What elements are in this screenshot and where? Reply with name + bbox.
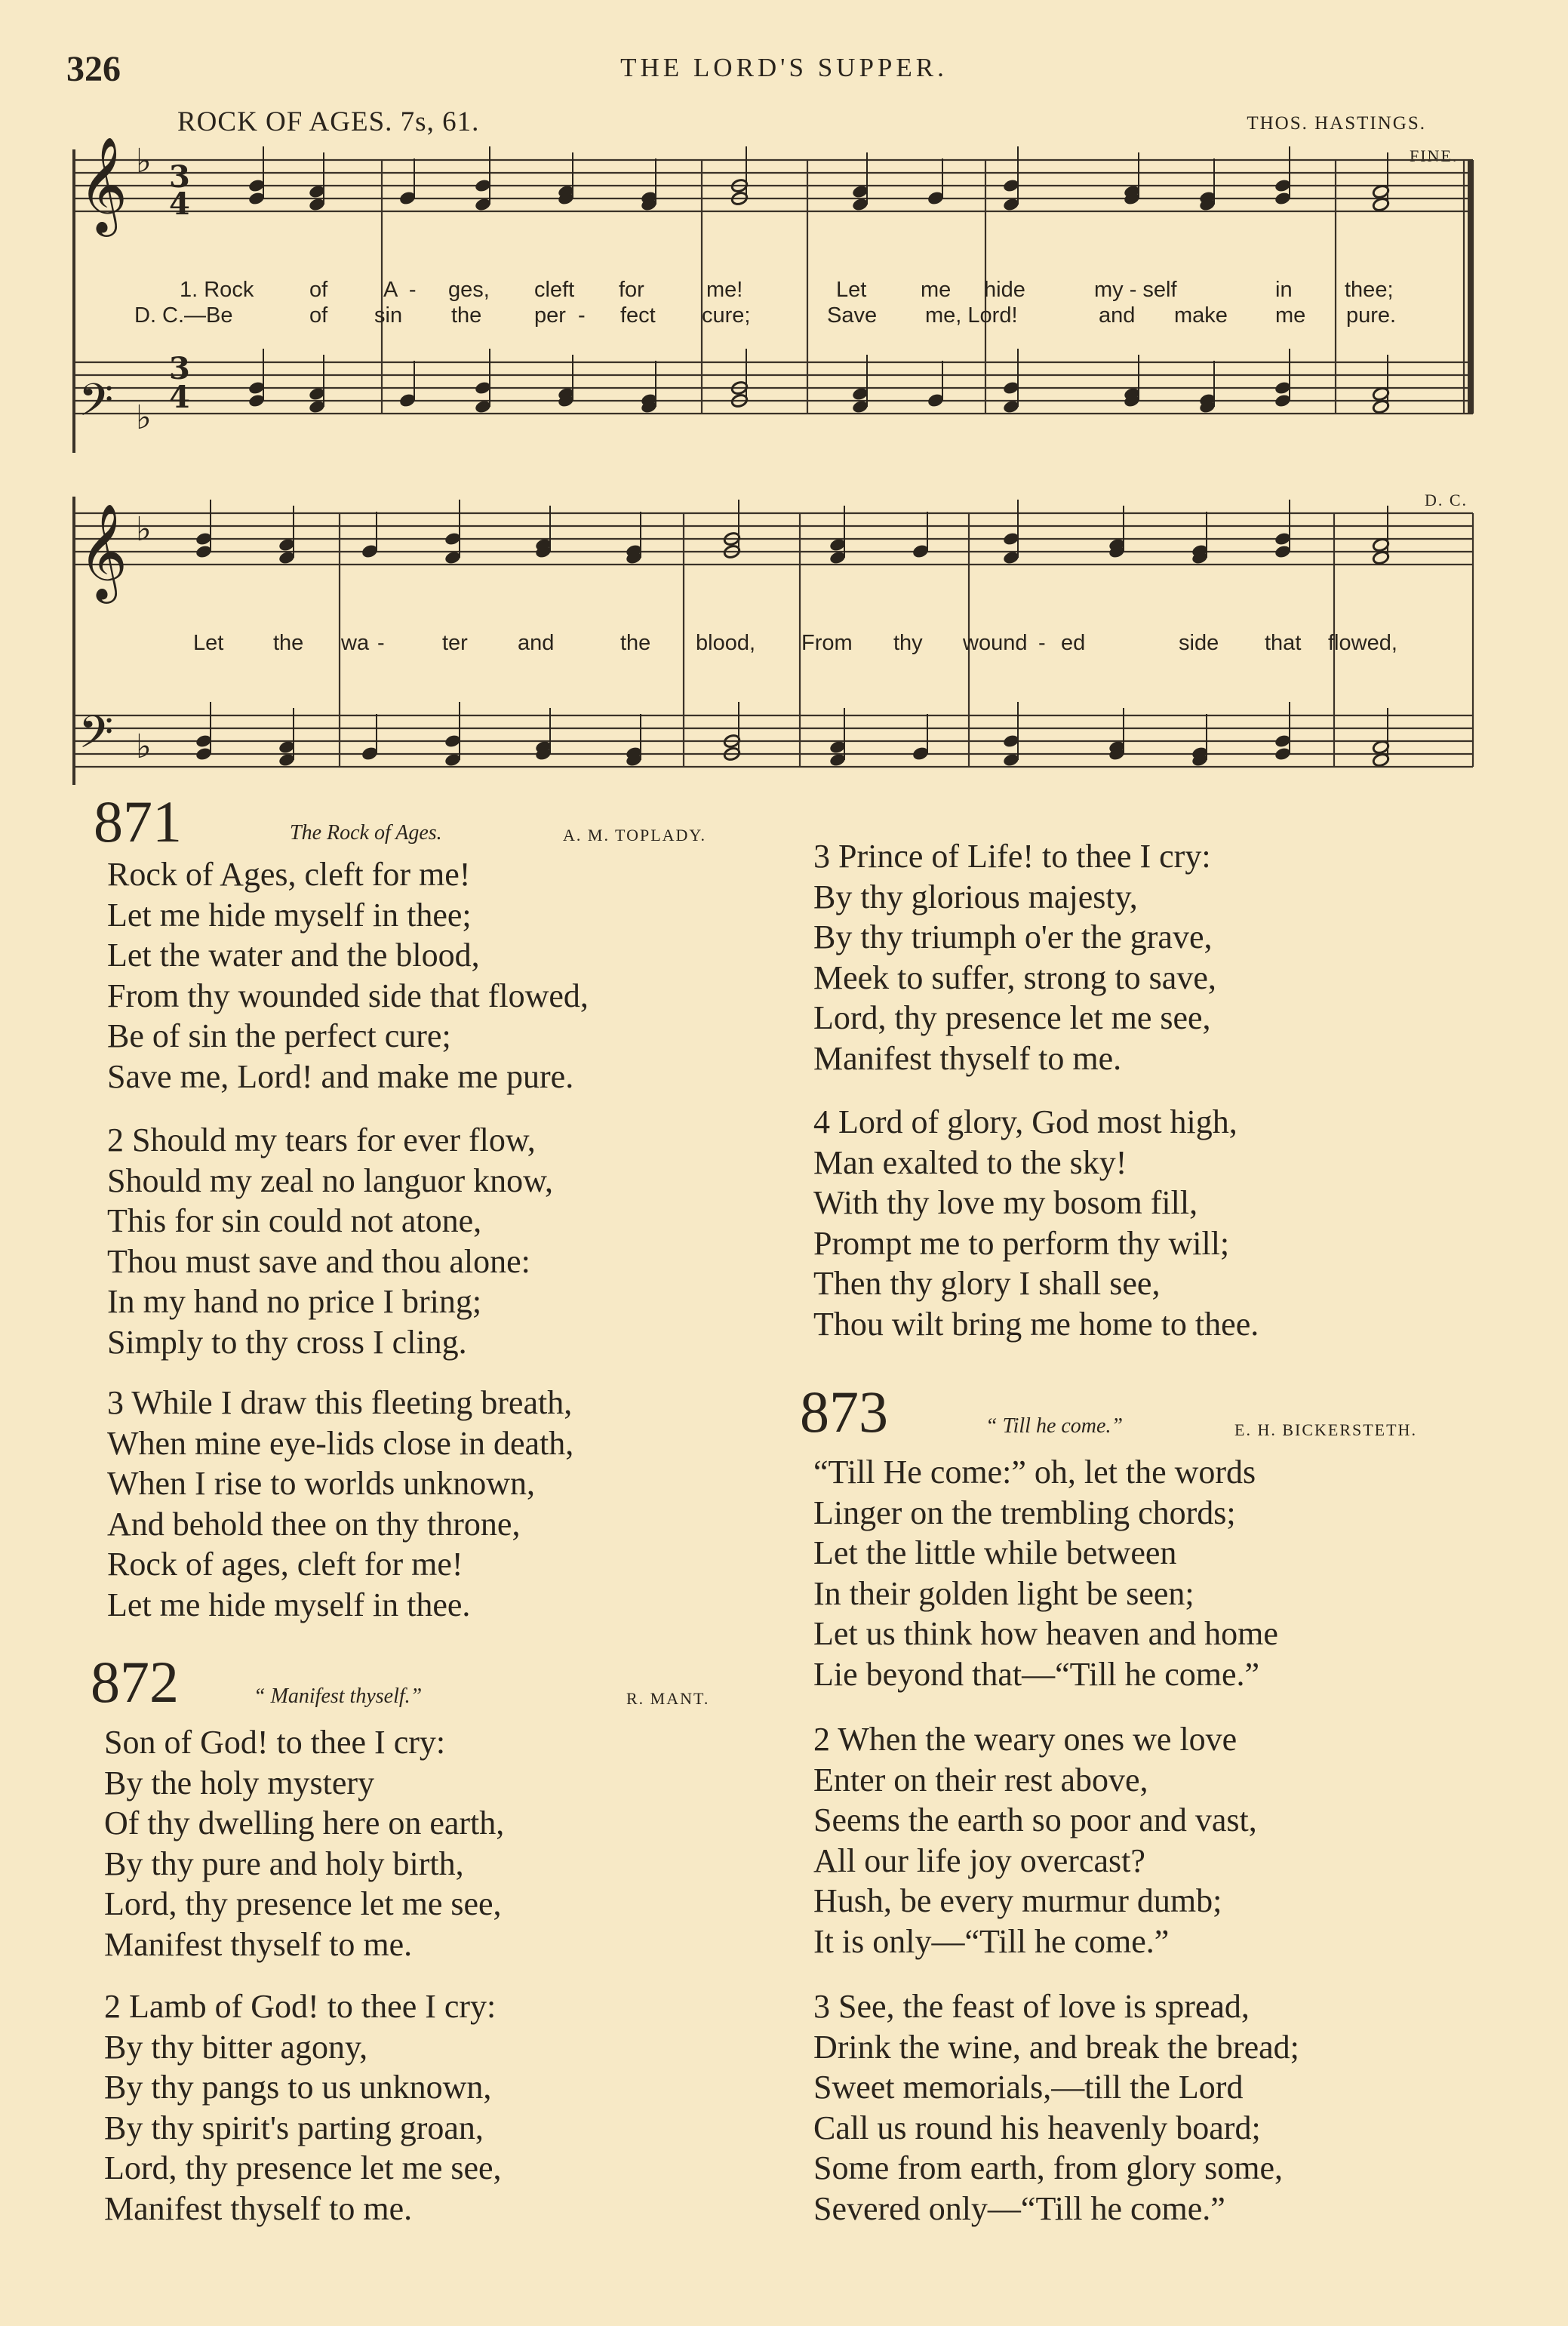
dc-marking: D. C. — [1425, 491, 1468, 509]
stanza: 2 Should my tears for ever flow, Should my zeal no languor know, This for sin could not atone, Thou must save and thou alone: In my hand no price I bring; Simply to thy cross I cling. — [107, 1121, 554, 1361]
stanza: 2 Lamb of God! to thee I cry: By thy bitter agony, By thy pangs to us unknown, By thy spirit's parting groan, Lord, thy presence let me see, Manifest thyself to me. — [104, 1988, 502, 2227]
svg-text:3: 3 — [169, 351, 190, 386]
treble-clef-icon: 𝄞 — [78, 136, 128, 232]
running-title: THE LORD'S SUPPER. — [620, 53, 948, 82]
hymn-number: 873 — [800, 1379, 888, 1445]
bass-clef-icon: 𝄢 — [78, 706, 114, 769]
hymn-title: “ Manifest thyself.” — [254, 1685, 423, 1708]
tune-composer: THOS. HASTINGS. — [1247, 113, 1426, 134]
page-number: 326 — [66, 49, 121, 89]
svg-text:♭: ♭ — [136, 510, 152, 549]
hymn-title: “ Till he come.” — [985, 1414, 1124, 1438]
hymn-author: E. H. BICKERSTETH. — [1234, 1420, 1417, 1439]
tune-name: ROCK OF AGES. 7s, 61. — [177, 106, 480, 137]
bass-clef-icon: 𝄢 — [78, 374, 114, 437]
svg-text:♭: ♭ — [136, 142, 152, 180]
svg-text:3: 3 — [169, 159, 190, 195]
key-signatures — [136, 142, 152, 766]
treble-clef-icon: 𝄞 — [78, 503, 128, 599]
svg-text:♭: ♭ — [136, 398, 152, 437]
stanza: 3 Prince of Life! to thee I cry: By thy glorious majesty, By thy triumph o'er the grave, Meek to suffer, strong to save, Lord, thy presence let me see, Manifest thyself to me. — [813, 838, 1216, 1077]
fine-marking: FINE. — [1410, 146, 1459, 165]
staff-lines — [75, 160, 1473, 767]
stanza: 3 While I draw this fleeting breath, When mine eye-lids close in death, When I rise to worlds unknown, And behold thee on thy throne, Rock of ages, cleft for me! Let me hide myself in thee. — [107, 1384, 574, 1623]
clefs — [78, 136, 128, 769]
svg-text:4: 4 — [169, 380, 190, 415]
notes — [195, 146, 1390, 768]
svg-text:♭: ♭ — [136, 728, 152, 766]
stanza: 3 See, the feast of love is spread, Drink the wine, and break the bread; Sweet memorials,—till the Lord Call us round his heavenly board; Some from earth, from glory some, Severed only—“Till he come.” — [813, 1988, 1299, 2227]
hymn-number: 872 — [91, 1649, 179, 1715]
hymn-title: The Rock of Ages. — [290, 821, 442, 845]
stanza: Rock of Ages, cleft for me! Let me hide myself in thee; Let the water and the blood, From thy wounded side that flowed, Be of sin the perfect cure; Save me, Lord! and make me pure. — [107, 856, 589, 1095]
hymn-number: 871 — [94, 789, 182, 854]
hymn-author: A. M. TOPLADY. — [563, 826, 706, 845]
stanza: 4 Lord of glory, God most high, Man exalted to the sky! With thy love my bosom fill, Prompt me to perform thy will; Then thy glory I shall see, Thou wilt bring me home to thee. — [813, 1103, 1259, 1343]
hymn-author: R. MANT. — [626, 1689, 710, 1708]
barlines — [340, 160, 1473, 767]
svg-text:4: 4 — [169, 186, 190, 222]
stanza: Son of God! to thee I cry: By the holy mystery Of thy dwelling here on earth, By thy pure and holy birth, Lord, thy presence let me see, Manifest thyself to me. — [104, 1724, 505, 1963]
music-score — [0, 0, 1568, 792]
stanza: “Till He come:” oh, let the words Linger on the trembling chords; Let the little while between In their golden light be seen; Let us think how heaven and home Lie beyond that—“Till he come.” — [813, 1454, 1278, 1693]
stanza: 2 When the weary ones we love Enter on their rest above, Seems the earth so poor and vast, All our life joy overcast? Hush, be every murmur dumb; It is only—“Till he come.” — [813, 1721, 1257, 1960]
